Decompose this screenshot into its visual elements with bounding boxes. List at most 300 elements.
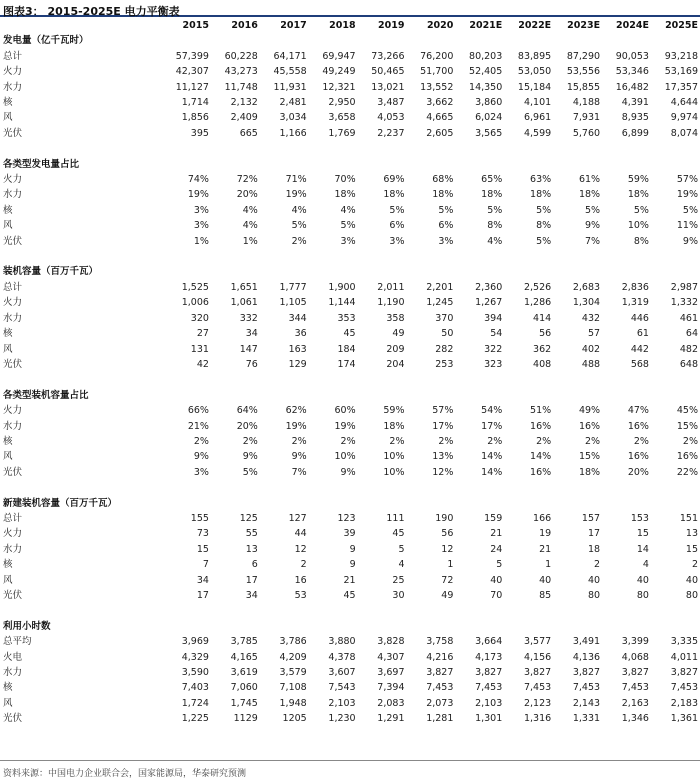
value-cell: 3,860 <box>475 97 503 109</box>
value-cell: 2,526 <box>523 281 552 293</box>
value-cell: 9 <box>349 559 356 571</box>
value-cell: 19 <box>539 528 552 540</box>
value-cell: 7,453 <box>572 682 601 694</box>
year-header: 2018 <box>329 20 356 31</box>
value-cell: 322 <box>484 343 503 355</box>
section-header-row <box>0 496 700 511</box>
value-cell: 39 <box>343 528 356 540</box>
section-title: 装机容量（百万千瓦） <box>3 266 99 278</box>
value-cell: 6,024 <box>475 112 503 124</box>
value-cell: 17 <box>587 528 601 540</box>
value-cell: 190 <box>435 512 454 524</box>
value-cell: 2 <box>691 559 698 571</box>
value-cell: 1,319 <box>621 297 649 309</box>
value-cell: 125 <box>239 512 258 524</box>
year-header: 2023E <box>567 20 601 31</box>
value-cell: 1,361 <box>670 713 698 725</box>
table-row <box>0 634 700 649</box>
value-cell: 320 <box>190 312 209 324</box>
value-cell: 20% <box>236 420 258 432</box>
value-cell: 4,011 <box>670 651 698 663</box>
table-row <box>0 110 700 125</box>
value-cell: 7,108 <box>279 682 307 694</box>
value-cell: 93,218 <box>664 50 698 62</box>
value-cell: 4,391 <box>621 97 649 109</box>
value-cell: 14 <box>636 543 649 555</box>
value-cell: 1,144 <box>328 297 356 309</box>
value-cell: 8% <box>536 220 552 232</box>
row-label: 火力 <box>3 66 23 78</box>
value-cell: 2% <box>487 435 503 447</box>
value-cell: 414 <box>533 312 552 324</box>
value-cell: 147 <box>239 343 258 355</box>
spacer-cell <box>0 603 700 618</box>
value-cell: 19% <box>285 189 307 201</box>
value-cell: 4,209 <box>279 651 307 663</box>
value-cell: 7,453 <box>670 682 698 694</box>
value-cell: 159 <box>484 512 503 524</box>
row-label: 核 <box>3 328 13 340</box>
row-label: 光伏 <box>3 466 23 478</box>
value-cell: 19% <box>676 189 698 201</box>
table-row <box>0 326 700 341</box>
value-cell: 54% <box>481 405 503 417</box>
table-row <box>0 542 700 557</box>
value-cell: 62% <box>285 405 307 417</box>
value-cell: 442 <box>630 343 649 355</box>
table-row <box>0 342 700 357</box>
value-cell: 9 <box>349 543 356 555</box>
row-label: 总平均 <box>3 636 32 648</box>
value-cell: 18% <box>383 189 405 201</box>
value-cell: 163 <box>288 343 307 355</box>
value-cell: 45 <box>343 589 356 601</box>
value-cell: 22% <box>676 466 698 478</box>
value-cell: 3% <box>340 235 356 247</box>
value-cell: 34 <box>245 589 258 601</box>
table-row <box>0 218 700 233</box>
value-cell: 44 <box>294 528 307 540</box>
value-cell: 72 <box>441 574 454 586</box>
section-header-row <box>0 388 700 403</box>
spacer-row <box>0 141 700 156</box>
value-cell: 394 <box>484 312 503 324</box>
value-cell: 19% <box>285 420 307 432</box>
row-label: 水力 <box>3 312 23 324</box>
value-cell: 6,899 <box>621 127 649 139</box>
value-cell: 2,103 <box>328 697 356 709</box>
value-cell: 16% <box>676 451 698 463</box>
value-cell: 15% <box>676 420 698 432</box>
table-row <box>0 588 700 603</box>
value-cell: 9% <box>193 451 209 463</box>
table-row <box>0 64 700 79</box>
value-cell: 16% <box>627 420 649 432</box>
value-cell: 69% <box>383 174 405 186</box>
value-cell: 80 <box>587 589 601 601</box>
table-row <box>0 295 700 310</box>
table-row <box>0 80 700 95</box>
value-cell: 2% <box>536 435 552 447</box>
value-cell: 4,599 <box>523 127 552 139</box>
value-cell: 2% <box>340 435 356 447</box>
value-cell: 3,827 <box>426 666 454 678</box>
value-cell: 4,378 <box>328 651 356 663</box>
value-cell: 5% <box>340 220 356 232</box>
value-cell: 3,579 <box>279 666 307 678</box>
table-row <box>0 357 700 372</box>
spacer-row <box>0 603 700 618</box>
value-cell: 60% <box>334 405 356 417</box>
value-cell: 5% <box>584 204 601 216</box>
value-cell: 7,453 <box>426 682 454 694</box>
spacer-cell <box>0 141 700 156</box>
value-cell: 17,357 <box>664 81 698 93</box>
value-cell: 7,453 <box>475 682 503 694</box>
value-cell: 1,777 <box>279 281 307 293</box>
row-label: 火力 <box>3 174 23 186</box>
value-cell: 16 <box>294 574 307 586</box>
value-cell: 16% <box>627 451 649 463</box>
year-header: 2015 <box>182 20 209 31</box>
value-cell: 9% <box>340 466 356 478</box>
value-cell: 1,745 <box>230 697 258 709</box>
value-cell: 25 <box>392 574 405 586</box>
value-cell: 648 <box>679 358 698 370</box>
value-cell: 57% <box>676 174 698 186</box>
value-cell: 2,683 <box>572 281 601 293</box>
header-label-cell <box>0 18 162 33</box>
value-cell: 2,950 <box>328 97 356 109</box>
value-cell: 74% <box>187 174 209 186</box>
year-header: 2022E <box>518 20 552 31</box>
value-cell: 4,665 <box>426 112 454 124</box>
table-row <box>0 95 700 110</box>
table-row <box>0 280 700 295</box>
value-cell: 19% <box>187 189 209 201</box>
value-cell: 18% <box>432 189 454 201</box>
table-row <box>0 711 700 726</box>
year-header: 2017 <box>280 20 307 31</box>
value-cell: 2% <box>242 435 258 447</box>
value-cell: 1,769 <box>328 127 356 139</box>
value-cell: 3,827 <box>621 666 649 678</box>
value-cell: 4% <box>242 204 258 216</box>
value-cell: 3,758 <box>426 636 454 648</box>
row-label: 核 <box>3 559 13 571</box>
value-cell: 253 <box>435 358 454 370</box>
value-cell: 1 <box>545 559 552 571</box>
value-cell: 3,827 <box>670 666 698 678</box>
spacer-row <box>0 372 700 387</box>
value-cell: 18 <box>587 543 601 555</box>
value-cell: 45,558 <box>273 66 307 78</box>
table-row <box>0 696 700 711</box>
value-cell: 27 <box>196 328 209 340</box>
value-cell: 45 <box>343 328 356 340</box>
value-cell: 3,619 <box>230 666 258 678</box>
value-cell: 1,230 <box>328 713 356 725</box>
value-cell: 1,304 <box>572 297 601 309</box>
value-cell: 49 <box>441 589 454 601</box>
row-label: 风 <box>3 343 13 355</box>
value-cell: 3,697 <box>377 666 405 678</box>
value-cell: 2,073 <box>426 697 454 709</box>
value-cell: 9,974 <box>670 112 698 124</box>
value-cell: 3,828 <box>377 636 405 648</box>
value-cell: 56 <box>441 528 454 540</box>
value-cell: 16,482 <box>615 81 649 93</box>
value-cell: 3,827 <box>523 666 552 678</box>
value-cell: 3,827 <box>572 666 601 678</box>
value-cell: 7,453 <box>621 682 649 694</box>
value-cell: 21% <box>187 420 209 432</box>
value-cell: 36 <box>294 328 307 340</box>
value-cell: 16% <box>578 420 601 432</box>
value-cell: 5% <box>438 204 454 216</box>
value-cell: 9% <box>291 451 307 463</box>
value-cell: 42 <box>196 358 209 370</box>
value-cell: 1205 <box>282 713 307 725</box>
value-cell: 1 <box>447 559 454 571</box>
value-cell: 4 <box>642 559 649 571</box>
value-cell: 70% <box>334 174 356 186</box>
value-cell: 9% <box>584 220 601 232</box>
value-cell: 51% <box>530 405 552 417</box>
year-header: 2021E <box>469 20 503 31</box>
table-title: 图表3： 2015-2025E 电力平衡表 <box>3 5 180 18</box>
value-cell: 4% <box>487 235 503 247</box>
value-cell: 1,286 <box>523 297 552 309</box>
table-row <box>0 665 700 680</box>
table-row <box>0 573 700 588</box>
value-cell: 5% <box>291 220 307 232</box>
value-cell: 408 <box>533 358 552 370</box>
value-cell: 85 <box>539 589 552 601</box>
value-cell: 2% <box>438 435 454 447</box>
value-cell: 2,409 <box>230 112 258 124</box>
value-cell: 153 <box>630 512 649 524</box>
value-cell: 13 <box>245 543 258 555</box>
value-cell: 30 <box>392 589 405 601</box>
table-row <box>0 680 700 695</box>
value-cell: 50,465 <box>371 66 405 78</box>
value-cell: 3,662 <box>426 97 454 109</box>
value-cell: 5% <box>633 204 649 216</box>
table-row <box>0 511 700 526</box>
value-cell: 3,786 <box>279 636 307 648</box>
value-cell: 70 <box>490 589 503 601</box>
value-cell: 6% <box>389 220 405 232</box>
value-cell: 2,143 <box>572 697 601 709</box>
value-cell: 64,171 <box>273 50 307 62</box>
value-cell: 9% <box>242 451 258 463</box>
source-footer <box>0 760 700 781</box>
section-title: 各类型装机容量占比 <box>3 389 89 401</box>
value-cell: 1,331 <box>572 713 601 725</box>
value-cell: 43,273 <box>224 66 258 78</box>
value-cell: 2% <box>291 235 307 247</box>
value-cell: 1,651 <box>230 281 258 293</box>
section-header-row <box>0 157 700 172</box>
value-cell: 6% <box>438 220 454 232</box>
value-cell: 50 <box>441 328 454 340</box>
value-cell: 8,074 <box>670 127 698 139</box>
value-cell: 209 <box>386 343 405 355</box>
value-cell: 55 <box>245 528 258 540</box>
year-header: 2024E <box>616 20 649 31</box>
source-note: 资料来源：中国电力企业联合会，国家能源局，华泰研究预测 <box>3 769 247 779</box>
value-cell: 10% <box>383 451 405 463</box>
value-cell: 1,061 <box>230 297 258 309</box>
value-cell: 4% <box>242 220 258 232</box>
value-cell: 8% <box>487 220 503 232</box>
value-cell: 14,350 <box>469 81 503 93</box>
value-cell: 2,237 <box>377 127 405 139</box>
value-cell: 49 <box>392 328 405 340</box>
row-label: 风 <box>3 112 13 124</box>
value-cell: 4,136 <box>572 651 601 663</box>
value-cell: 131 <box>190 343 209 355</box>
value-cell: 2,987 <box>670 281 698 293</box>
value-cell: 4,068 <box>621 651 649 663</box>
value-cell: 123 <box>337 512 356 524</box>
value-cell: 40 <box>636 574 649 586</box>
value-cell: 10% <box>383 466 405 478</box>
value-cell: 63% <box>530 174 552 186</box>
row-label: 水力 <box>3 189 23 201</box>
table-row <box>0 403 700 418</box>
value-cell: 2,183 <box>670 697 698 709</box>
value-cell: 3,491 <box>572 636 601 648</box>
value-cell: 3,664 <box>475 636 503 648</box>
value-cell: 7,543 <box>328 682 356 694</box>
row-label: 核 <box>3 435 13 447</box>
value-cell: 45 <box>392 528 405 540</box>
value-cell: 7,403 <box>181 682 209 694</box>
value-cell: 57,399 <box>175 50 209 62</box>
value-cell: 7% <box>584 235 601 247</box>
value-cell: 5 <box>398 543 405 555</box>
value-cell: 1,281 <box>426 713 454 725</box>
value-cell: 18% <box>383 420 405 432</box>
value-cell: 15% <box>578 451 601 463</box>
value-cell: 155 <box>190 512 209 524</box>
value-cell: 18% <box>578 189 601 201</box>
value-cell: 2,201 <box>426 281 454 293</box>
value-cell: 5% <box>536 204 552 216</box>
row-label: 总计 <box>3 512 23 524</box>
value-cell: 7,453 <box>523 682 552 694</box>
value-cell: 3,577 <box>523 636 552 648</box>
value-cell: 1129 <box>233 713 258 725</box>
value-cell: 53 <box>294 589 307 601</box>
value-cell: 17 <box>245 574 258 586</box>
value-cell: 4,307 <box>377 651 405 663</box>
value-cell: 11% <box>676 220 698 232</box>
table-row <box>0 557 700 572</box>
value-cell: 40 <box>539 574 552 586</box>
value-cell: 52,405 <box>469 66 503 78</box>
value-cell: 14% <box>530 451 552 463</box>
table-row <box>0 449 700 464</box>
value-cell: 157 <box>581 512 601 524</box>
value-cell: 4,644 <box>670 97 698 109</box>
value-cell: 90,053 <box>615 50 649 62</box>
table-row <box>0 419 700 434</box>
value-cell: 53,556 <box>566 66 601 78</box>
value-cell: 8% <box>633 235 649 247</box>
value-cell: 323 <box>484 358 503 370</box>
value-cell: 66% <box>187 405 209 417</box>
row-label: 光伏 <box>3 589 23 601</box>
value-cell: 1,267 <box>475 297 503 309</box>
value-cell: 18% <box>627 189 649 201</box>
value-cell: 3,658 <box>328 112 356 124</box>
row-label: 火电 <box>3 651 23 663</box>
value-cell: 53,050 <box>517 66 552 78</box>
value-cell: 4,101 <box>523 97 552 109</box>
value-cell: 87,290 <box>566 50 601 62</box>
value-cell: 4,053 <box>377 112 405 124</box>
value-cell: 9% <box>682 235 698 247</box>
value-cell: 7% <box>291 466 307 478</box>
value-cell: 2,481 <box>279 97 307 109</box>
value-cell: 3% <box>193 220 209 232</box>
value-cell: 19% <box>334 420 356 432</box>
value-cell: 12 <box>294 543 307 555</box>
value-cell: 14% <box>481 451 503 463</box>
value-cell: 7,394 <box>377 682 405 694</box>
section-header-row <box>0 619 700 634</box>
row-label: 总计 <box>3 281 23 293</box>
value-cell: 3,487 <box>377 97 405 109</box>
value-cell: 6 <box>251 559 258 571</box>
row-label: 光伏 <box>3 713 23 725</box>
value-cell: 1,346 <box>621 713 649 725</box>
value-cell: 2% <box>193 435 209 447</box>
value-cell: 71% <box>285 174 307 186</box>
row-label: 总计 <box>3 50 23 62</box>
value-cell: 5% <box>487 204 503 216</box>
value-cell: 76 <box>245 358 258 370</box>
section-title: 新建装机容量（百万千瓦） <box>3 497 118 509</box>
spacer-cell <box>0 480 700 495</box>
section-title: 发电量（亿千瓦时） <box>3 35 89 47</box>
value-cell: 151 <box>679 512 698 524</box>
value-cell: 2,132 <box>230 97 258 109</box>
power-balance-table <box>0 18 700 727</box>
table-row <box>0 203 700 218</box>
table-row <box>0 49 700 64</box>
table-title-bar <box>0 0 700 17</box>
value-cell: 1% <box>193 235 209 247</box>
value-cell: 2,103 <box>475 697 503 709</box>
value-cell: 15 <box>685 543 698 555</box>
value-cell: 3,880 <box>328 636 356 648</box>
row-label: 风 <box>3 220 13 232</box>
value-cell: 370 <box>435 312 454 324</box>
value-cell: 5% <box>389 204 405 216</box>
value-cell: 395 <box>190 127 209 139</box>
value-cell: 2,360 <box>475 281 503 293</box>
row-label: 光伏 <box>3 235 23 247</box>
value-cell: 18% <box>530 189 552 201</box>
value-cell: 2% <box>584 435 601 447</box>
value-cell: 5% <box>536 235 552 247</box>
value-cell: 344 <box>288 312 307 324</box>
value-cell: 73,266 <box>371 50 405 62</box>
